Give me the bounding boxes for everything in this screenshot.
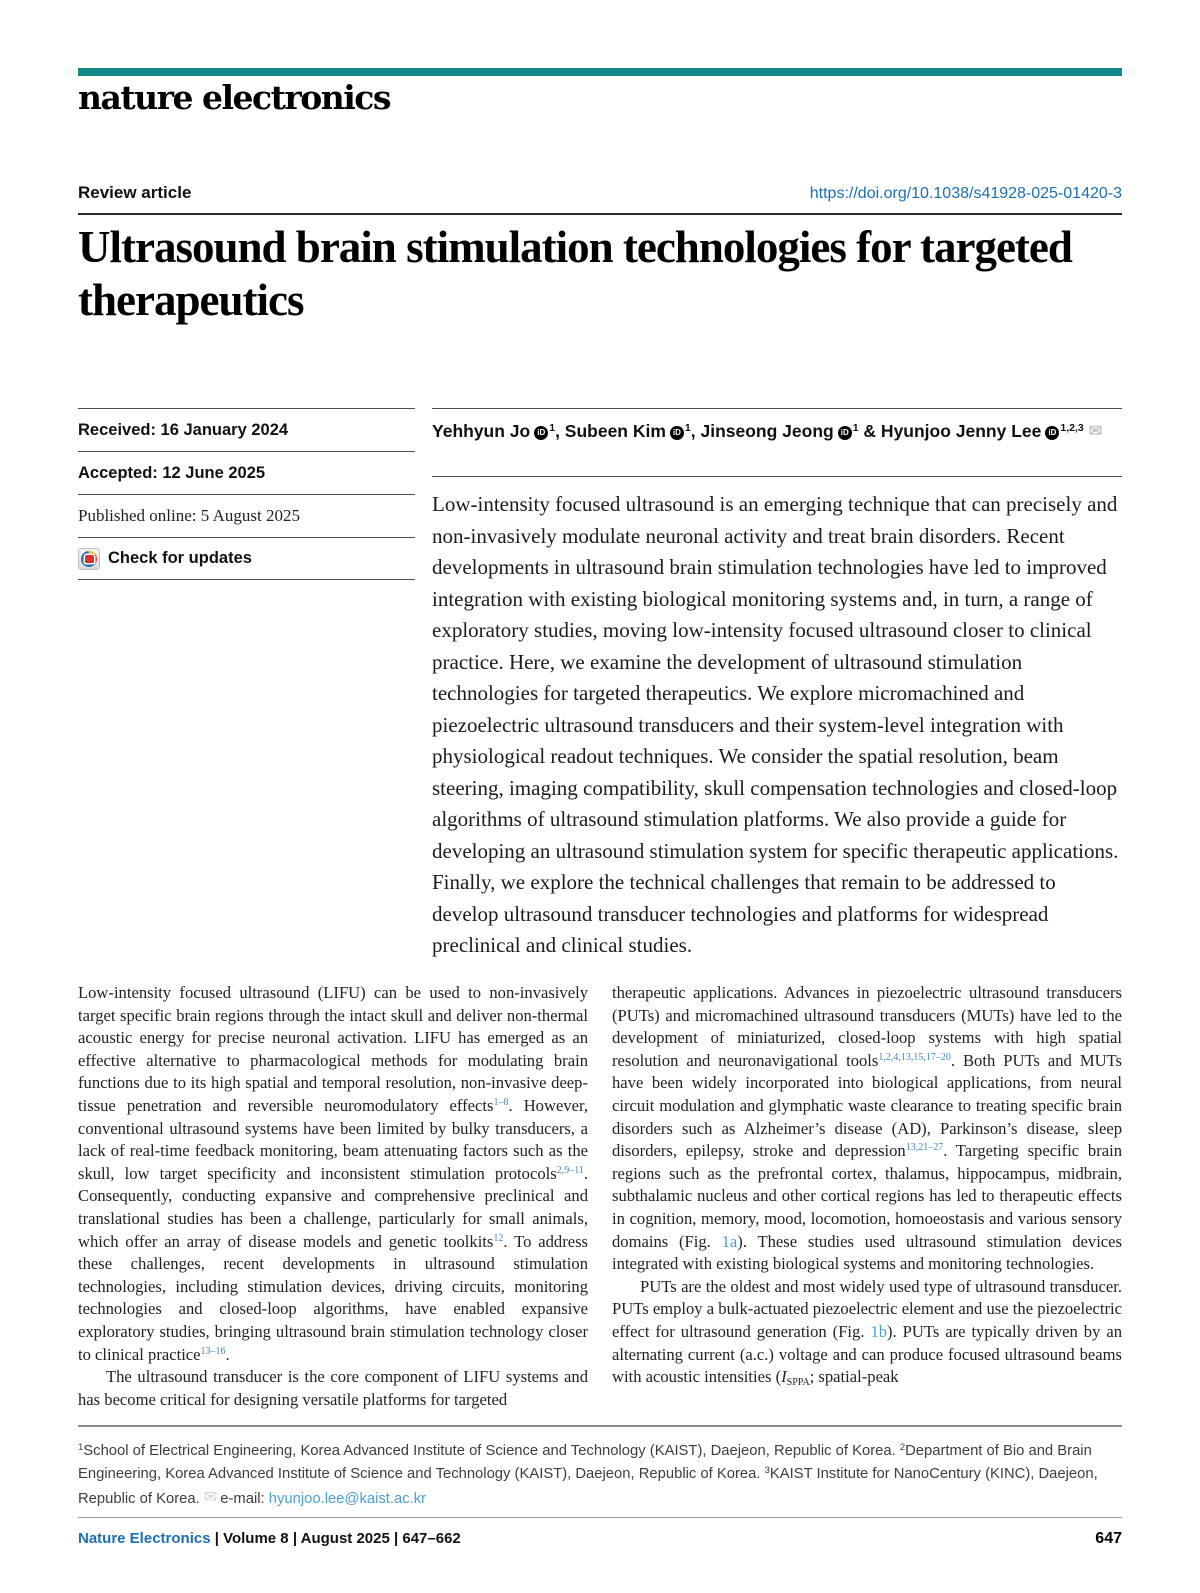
text-run: . Targeting specific brain regions such as the prefrontal cortex, thalamus, hippocampus, midbrain, subthalamic nucleus and other cortical regions has led to therapeutic effects in cognition, memory, mood, locomotion, homoeostasis and various sensory domains (Fig. xyxy=(612,1141,1122,1251)
text-run: . Both PUTs and MUTs have been widely incorporated into biological applications, from neural circuit modulation and glymphatic waste clearance to treating specific brain disorders such as Alzheimer’s disease (AD), Parkinson’s disease, sleep disorders, epilepsy, stroke and depression xyxy=(612,1050,1122,1161)
text-run: . However, conventional ultrasound systems have been limited by bulky transducers, a lack of real-time feedback monitoring, beam attenuating factors such as the skull, low target specificity and inconsistent stimulation protocols xyxy=(78,1095,588,1183)
article-type-label: Review article xyxy=(78,183,192,202)
reference-superscript[interactable]: 12 xyxy=(493,1232,504,1244)
crossmark-circle xyxy=(81,551,97,567)
author-affiliation-superscript: 1 xyxy=(684,422,691,434)
meta-column xyxy=(78,408,415,962)
reference-superscript[interactable]: 13–16 xyxy=(200,1345,226,1357)
text-run: . xyxy=(225,1344,230,1364)
paragraph xyxy=(78,1366,588,1411)
page-number: 647 xyxy=(1095,1530,1122,1547)
orcid-icon[interactable]: iD xyxy=(670,426,684,440)
authors-block xyxy=(432,408,1122,477)
affiliation-number: 3 xyxy=(764,1465,770,1476)
accepted-row xyxy=(78,451,415,494)
italic-text: I xyxy=(781,1367,787,1387)
text-run: PUTs are the oldest and most widely used type of ultrasound transducer. PUTs employ a bulk-actuated piezoelectric element and use the piezoelectric effect for ultrasound generation (Fig. xyxy=(612,1276,1122,1341)
text-run: , Subeen Kim xyxy=(555,421,666,441)
text-run: ). PUTs are typically driven by an alternating current (a.c.) voltage and can produce focused ultrasound beams with acoustic intensities ( xyxy=(612,1321,1122,1387)
affiliations-footnote xyxy=(78,1425,1122,1511)
inline-link[interactable]: Nature Electronics xyxy=(78,1530,211,1547)
text-run: School of Electrical Engineering, Korea Advanced Institute of Science and Technology (KAIST), Daejeon, Republic of Korea. xyxy=(83,1443,900,1459)
reference-superscript[interactable]: 13,21–27 xyxy=(905,1142,944,1154)
journal-citation xyxy=(78,1530,461,1547)
author-affiliation-superscript: 1,2,3 xyxy=(1060,422,1084,434)
text-run: ). These studies used ultrasound stimulation devices integrated with existing biological systems and monitoring technologies. xyxy=(612,1231,1122,1274)
journal-footer xyxy=(78,1517,1122,1548)
check-for-updates-button[interactable] xyxy=(78,537,415,580)
inline-link[interactable]: 1a xyxy=(721,1231,738,1251)
author-affiliation-superscript: 1 xyxy=(852,422,859,434)
abstract-column xyxy=(432,408,1122,962)
received-label: Received: 16 January 2024 xyxy=(78,420,289,439)
meta-and-abstract xyxy=(78,408,1122,962)
reference-superscript[interactable]: 2,9–11 xyxy=(556,1164,584,1176)
brand-accent-bar xyxy=(78,68,1122,76)
authors-line xyxy=(432,421,1122,442)
received-row xyxy=(78,408,415,451)
text-run: e-mail: xyxy=(220,1491,269,1507)
text-run: Low-intensity focused ultrasound (LIFU) can be used to non-invasively target specific brain regions through the intact skull and deliver non-thermal acoustic energy for precise neuronal activation. LIFU has emerged as an effective alternative to pharmacological methods for modulating brain functions due to its high spatial and temporal resolution, non-invasive deep-tissue penetration and reversible neuromodulatory effects xyxy=(78,983,588,1115)
text-run: , Jinseong Jeong xyxy=(690,421,834,441)
envelope-icon[interactable]: ✉ xyxy=(203,1489,218,1506)
text-run: . Consequently, conducting expansive and comprehensive preclinical and translational studies has been a challenge, particularly for small animals, which offer an array of disease models and genetic toolkits xyxy=(78,1163,588,1251)
text-run: | Volume 8 | August 2025 | 647–662 xyxy=(210,1530,461,1547)
paragraph xyxy=(612,1276,1122,1389)
article-title: Ultrasound brain stimulation technologies for targeted therapeutics xyxy=(78,222,1072,325)
article-header xyxy=(78,183,1122,203)
affiliation-number: 2 xyxy=(899,1442,906,1453)
reference-superscript[interactable]: 1–8 xyxy=(493,1096,509,1108)
published-row xyxy=(78,494,415,537)
doi-link[interactable]: https://doi.org/10.1038/s41928-025-01420-3 xyxy=(809,185,1122,202)
text-run: Yehhyun Jo xyxy=(432,421,531,441)
crossmark-book-glyph xyxy=(85,555,94,563)
abstract-text: Low-intensity focused ultrasound is an emerging technique that can precisely and non-invasively modulate neuronal activity and treat brain disorders. Recent developments in ultrasound brain stimulation technologies have led to improved integration with existing biological monitoring systems and, in turn, a range of exploratory studies, moving low-intensity focused ultrasound closer to clinical practice. Here, we examine the development of ultrasound stimulation technologies for targeted therapeutics. We explore micromachined and piezoelectric ultrasound transducers and their system-level integration with physiological readout techniques. We consider the spatial resolution, beam steering, imaging compatibility, skull compensation technologies and closed-loop algorithms of ultrasound stimulation platforms. We also provide a guide for developing an ultrasound stimulation system for specific therapeutic applications. Finally, we explore the technical challenges that remain to be addressed to develop ultrasound transducer technologies and platforms for widespread preclinical and clinical studies. xyxy=(432,492,1119,957)
body-text xyxy=(78,982,1122,1411)
text-run: & Hyunjoo Jenny Lee xyxy=(858,421,1042,441)
body-column-left xyxy=(78,982,588,1411)
text-run: therapeutic applications. Advances in piezoelectric ultrasound transducers (PUTs) and micromachined ultrasound transducers (MUTs) have led to the development of miniaturized, closed-loop systems with high spatial resolution and neuronavigational tools xyxy=(612,983,1122,1070)
header-divider xyxy=(78,213,1122,215)
inline-link[interactable]: 1b xyxy=(870,1321,888,1341)
orcid-icon[interactable]: iD xyxy=(838,426,852,440)
reference-superscript[interactable]: 1,2,4,13,15,17–20 xyxy=(878,1051,951,1063)
text-run: ; spatial-peak xyxy=(809,1367,899,1387)
envelope-icon[interactable]: ✉ xyxy=(1088,423,1103,440)
text-run: KAIST Institute for NanoCentury (KINC), Daejeon, Republic of Korea. xyxy=(78,1466,1098,1507)
body-column-right xyxy=(612,982,1122,1411)
published-label: Published online: 5 August 2025 xyxy=(78,506,300,525)
paragraph xyxy=(78,982,588,1366)
affiliation-number: 1 xyxy=(78,1442,84,1453)
orcid-icon[interactable]: iD xyxy=(534,426,548,440)
text-run: Department of Bio and Brain Engineering, Korea Advanced Institute of Science and Technology (KAIST), Daejeon, Republic of Korea. xyxy=(78,1443,1092,1482)
author-affiliation-superscript: 1 xyxy=(549,422,556,434)
paragraph xyxy=(612,982,1122,1276)
text-run: The ultrasound transducer is the core component of LIFU systems and has become critical for designing versatile platforms for targeted xyxy=(78,1367,588,1409)
journal-logo: nature electronics xyxy=(78,78,390,117)
subscript-text: SPPA xyxy=(786,1377,810,1389)
check-for-updates-label: Check for updates xyxy=(108,549,252,567)
text-run: . To address these challenges, recent developments in ultrasound stimulation technologies, including stimulation devices, driving circuits, monitoring technologies and closed-loop algorithms, have enabled expansive exploratory studies, bringing ultrasound brain stimulation technology closer to clinical practice xyxy=(78,1231,588,1364)
crossmark-icon xyxy=(78,548,100,570)
accepted-label: Accepted: 12 June 2025 xyxy=(78,463,266,482)
orcid-icon[interactable]: iD xyxy=(1045,426,1059,440)
inline-link[interactable]: hyunjoo.lee@kaist.ac.kr xyxy=(268,1491,427,1507)
